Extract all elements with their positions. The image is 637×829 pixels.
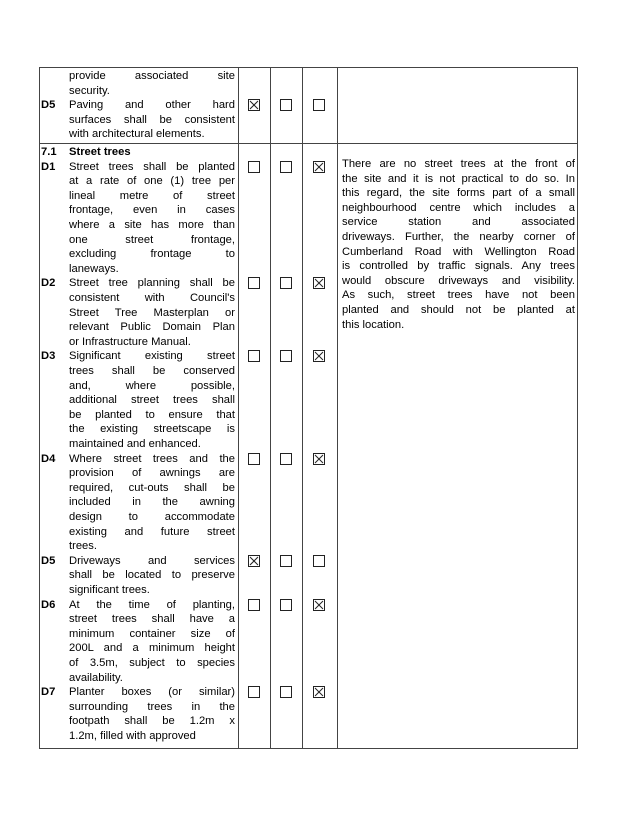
comment-line: Cumberland Road with Wellington Road (342, 245, 575, 258)
check-x-icon (314, 687, 324, 697)
comment-line: service station and associated (342, 216, 575, 229)
comment-line: this regard, the site forms part of a small (342, 187, 575, 200)
control-line: at a rate of one (1) tree per (69, 175, 235, 188)
checkbox-unchecked[interactable] (280, 277, 292, 289)
control-code: D7 (41, 686, 56, 699)
comment-line: the site and it is not practical to do so. In (342, 172, 575, 185)
check-x-icon (314, 351, 324, 361)
control-code: D2 (41, 277, 56, 290)
control-line: excluding frontage to (69, 248, 235, 261)
checkbox-unchecked[interactable] (280, 453, 292, 465)
control-code: D3 (41, 350, 56, 363)
control-text (69, 685, 235, 743)
control-text (69, 452, 235, 554)
checkbox-unchecked[interactable] (280, 99, 292, 111)
checkbox-unchecked[interactable] (280, 599, 292, 611)
control-line: provision of awnings are (69, 467, 235, 480)
checkbox-checked[interactable] (313, 277, 325, 289)
checkbox-unchecked[interactable] (248, 453, 260, 465)
comment-line: this location. (342, 318, 405, 331)
checkbox-unchecked[interactable] (248, 599, 260, 611)
control-line: At the time of planting, (69, 598, 235, 611)
control-line: or Infrastructure Manual. (69, 335, 191, 348)
checkbox-unchecked[interactable] (313, 555, 325, 567)
control-line: Where street trees and the (69, 452, 235, 465)
check-x-icon (314, 454, 324, 464)
control-text (69, 554, 235, 598)
comment-line: driveways. Further, the nearby corner of (342, 230, 575, 243)
control-line: Significant existing street (69, 350, 235, 363)
continuation-line: security. (69, 84, 110, 97)
control-text (69, 598, 235, 686)
control-line: laneways. (69, 262, 119, 275)
comment-cell (342, 157, 575, 332)
checkbox-unchecked[interactable] (248, 277, 260, 289)
section-title: Street trees (69, 146, 131, 158)
control-code: D4 (41, 452, 56, 465)
control-line: footpath shall be 1.2m x (69, 715, 235, 728)
checkbox-checked[interactable] (248, 555, 260, 567)
control-line: of 3.5m, subject to species (69, 656, 235, 669)
checkbox-unchecked[interactable] (313, 99, 325, 111)
comment-line: neighbourhood centre which includes a (342, 201, 575, 214)
control-text (69, 276, 235, 349)
control-code: D1 (41, 160, 56, 173)
control-line: Street Tree Masterplan or (69, 306, 235, 319)
checkbox-checked[interactable] (313, 161, 325, 173)
control-line: surfaces shall be consistent (69, 113, 235, 126)
control-line: maintained and enhanced. (69, 437, 201, 450)
checkbox-unchecked[interactable] (280, 686, 292, 698)
control-line: availability. (69, 671, 123, 684)
control-line: significant trees. (69, 583, 150, 596)
checkbox-unchecked[interactable] (248, 350, 260, 362)
check-x-icon (249, 100, 259, 110)
check-x-icon (314, 600, 324, 610)
check-x-icon (314, 278, 324, 288)
control-line: lineal metre of street (69, 189, 235, 202)
control-text (69, 349, 235, 451)
checkbox-checked[interactable] (313, 686, 325, 698)
comment-line: As such, street trees have not been (342, 289, 575, 302)
control-line: trees shall be conserved (69, 364, 235, 377)
control-line: where a site has more than (69, 218, 235, 231)
control-line: trees. (69, 540, 97, 553)
section-number: 7.1 (41, 146, 57, 158)
comment-line: is controlled by traffic signals. Any trees (342, 260, 575, 273)
checkbox-unchecked[interactable] (248, 686, 260, 698)
check-x-icon (314, 162, 324, 172)
control-line: frontage, even in cases (69, 204, 235, 217)
control-code: D5 (41, 99, 56, 112)
checkbox-checked[interactable] (313, 350, 325, 362)
control-text (69, 98, 235, 142)
checkbox-checked[interactable] (248, 99, 260, 111)
control-line: surrounding trees in the (69, 700, 235, 713)
control-line: Planter boxes (or similar) (69, 686, 235, 699)
control-line: the existing streetscape is (69, 423, 235, 436)
control-line: required, cut-outs shall be (69, 481, 235, 494)
control-line: design to accommodate (69, 510, 235, 523)
control-line: street trees shall have a (69, 613, 235, 626)
checkbox-checked[interactable] (313, 453, 325, 465)
control-line: and, where possible, (69, 379, 235, 392)
control-line: shall be located to preserve (69, 569, 235, 582)
control-line: Paving and other hard (69, 99, 235, 112)
control-line: 200L and a minimum height (69, 642, 235, 655)
control-line: Street tree planning shall be (69, 277, 235, 290)
comment-line: would obscure driveways and visibility. (342, 274, 575, 287)
check-x-icon (249, 556, 259, 566)
control-line: included in the awning (69, 496, 235, 509)
control-line: one street frontage, (69, 233, 235, 246)
control-line: existing and future street (69, 525, 235, 538)
checkbox-unchecked[interactable] (248, 161, 260, 173)
comment-line: There are no street trees at the front of (342, 158, 575, 170)
checkbox-checked[interactable] (313, 599, 325, 611)
control-line: consistent with Council's (69, 291, 235, 304)
control-line: 1.2m, filled with approved (69, 729, 196, 742)
control-line: relevant Public Domain Plan (69, 321, 235, 334)
checkbox-unchecked[interactable] (280, 161, 292, 173)
continuation-line: provide associated site (69, 70, 235, 82)
control-line: additional street trees shall (69, 394, 235, 407)
control-line: be planted to ensure that (69, 408, 235, 421)
control-code: D6 (41, 598, 56, 611)
control-line: Street trees shall be planted (69, 160, 235, 173)
control-line: with architectural elements. (69, 128, 205, 141)
checkbox-unchecked[interactable] (280, 555, 292, 567)
compliance-table (39, 67, 578, 749)
control-code: D5 (41, 554, 56, 567)
control-line: minimum container size of (69, 627, 235, 640)
control-line: Driveways and services (69, 554, 235, 567)
control-text (69, 160, 235, 277)
comment-line: planted and should not be planted at (342, 303, 575, 316)
continuation-text (69, 69, 235, 98)
checkbox-unchecked[interactable] (280, 350, 292, 362)
